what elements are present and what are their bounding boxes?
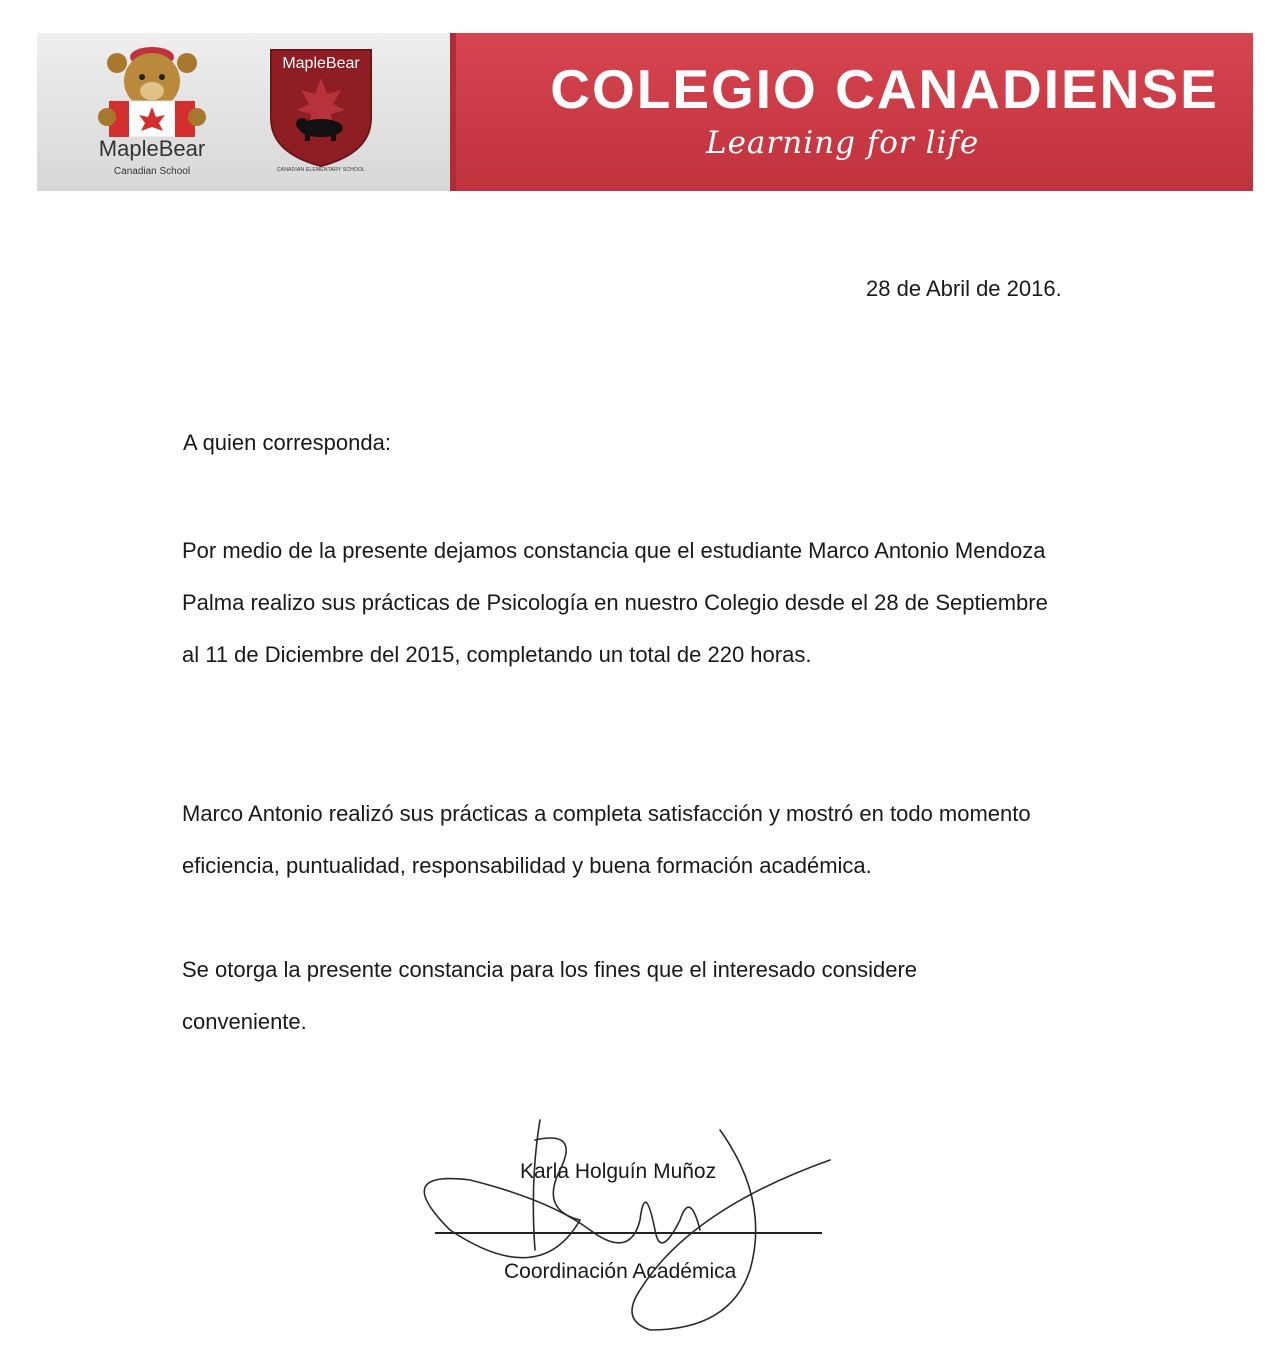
letterhead-title-panel: [450, 33, 1253, 191]
letter-paragraph-1: Por medio de la presente dejamos constancia que el estudiante Marco Antonio Mendoza Palma realizo sus prácticas de Psicología en nuestro Colegio desde el 28 de Septiembre al 11 de Diciembre del 2015, completando un total de 220 horas.: [182, 538, 1048, 667]
letterhead-logo-panel: [37, 33, 450, 191]
letter-salutation: A quien corresponda:: [183, 430, 391, 455]
maplebear-mascot-logo: [77, 41, 227, 186]
signer-name: Karla Holguín Muñoz: [520, 1160, 717, 1183]
school-motto: Learning for life: [706, 125, 980, 161]
signer-title: Coordinación Académica: [504, 1260, 737, 1283]
shield-logo-subtitle: CANADIAN ELEMENTARY SCHOOL: [276, 167, 366, 173]
handwritten-signature: [390, 1100, 840, 1350]
school-name: COLEGIO CANADIENSE: [550, 58, 1219, 120]
letter-date: 28 de Abril de 2016.: [866, 276, 1062, 301]
maplebear-logo-subtitle: Canadian School: [113, 166, 191, 177]
shield-logo-text: MapleBear: [282, 55, 360, 72]
letter-paragraph-3: Se otorga la presente constancia para los fines que el interesado considere conveniente.: [182, 957, 918, 1034]
letter-paragraph-2: Marco Antonio realizó sus prácticas a completa satisfacción y mostró en todo momento eficiencia, puntualidad, responsabilidad y buena formación académica.: [182, 801, 1031, 878]
letterhead: [37, 33, 1253, 191]
maplebear-logo-text: MapleBear: [98, 136, 206, 161]
